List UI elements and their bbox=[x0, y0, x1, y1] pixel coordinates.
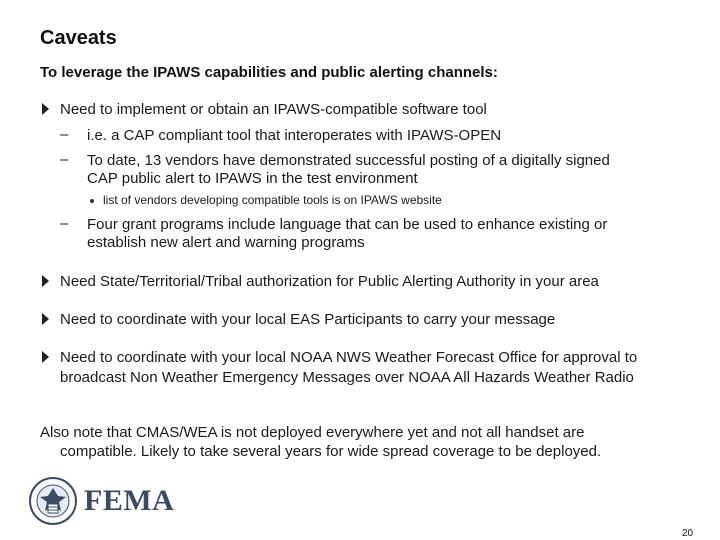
page-number: 20 bbox=[682, 528, 694, 539]
dash-marker: – bbox=[60, 151, 69, 168]
bullet-arrow-icon bbox=[42, 313, 49, 325]
bullet-arrow-icon bbox=[42, 103, 49, 115]
note-line-1: Also note that CMAS/WEA is not deployed everywhere yet and not all handset are bbox=[40, 424, 585, 441]
bullet-arrow-icon bbox=[42, 275, 49, 287]
sub-bullet-3-line-1: Four grant programs include language that can be used to enhance existing or bbox=[87, 216, 608, 233]
sub-sub-bullet-text: list of vendors developing compatible tools is on IPAWS website bbox=[103, 193, 442, 207]
bullet-4-line-1: Need to coordinate with your local NOAA NWS Weather Forecast Office for approval to bbox=[60, 349, 638, 366]
note-line-2: compatible. Likely to take several years for wide spread coverage to be deployed. bbox=[60, 443, 602, 460]
dash-marker: – bbox=[60, 215, 69, 232]
bullet-arrow-icon bbox=[42, 351, 49, 363]
slide-subtitle: To leverage the IPAWS capabilities and public alerting channels: bbox=[40, 64, 498, 81]
dash-marker: – bbox=[60, 126, 69, 143]
bullet-2-text: Need State/Territorial/Tribal authorization for Public Alerting Authority in your area bbox=[60, 273, 599, 290]
bullet-dot-icon bbox=[90, 199, 94, 203]
sub-bullet-3-line-2: establish new alert and warning programs bbox=[87, 234, 365, 251]
bullet-3-text: Need to coordinate with your local EAS Participants to carry your message bbox=[60, 311, 556, 328]
sub-bullet-1-text: i.e. a CAP compliant tool that interoperates with IPAWS-OPEN bbox=[87, 127, 502, 144]
sub-bullet-2-line-2: CAP public alert to IPAWS in the test environment bbox=[87, 170, 418, 187]
slide-title: Caveats bbox=[40, 27, 117, 49]
bullet-1-text: Need to implement or obtain an IPAWS-compatible software tool bbox=[60, 101, 487, 118]
fema-logo bbox=[28, 476, 178, 526]
sub-bullet-2-line-1: To date, 13 vendors have demonstrated successful posting of a digitally signed bbox=[87, 152, 610, 169]
fema-wordmark: FEMA bbox=[84, 484, 175, 517]
bullet-4-line-2: broadcast Non Weather Emergency Messages over NOAA All Hazards Weather Radio bbox=[60, 369, 634, 386]
dhs-seal-icon bbox=[28, 476, 78, 526]
